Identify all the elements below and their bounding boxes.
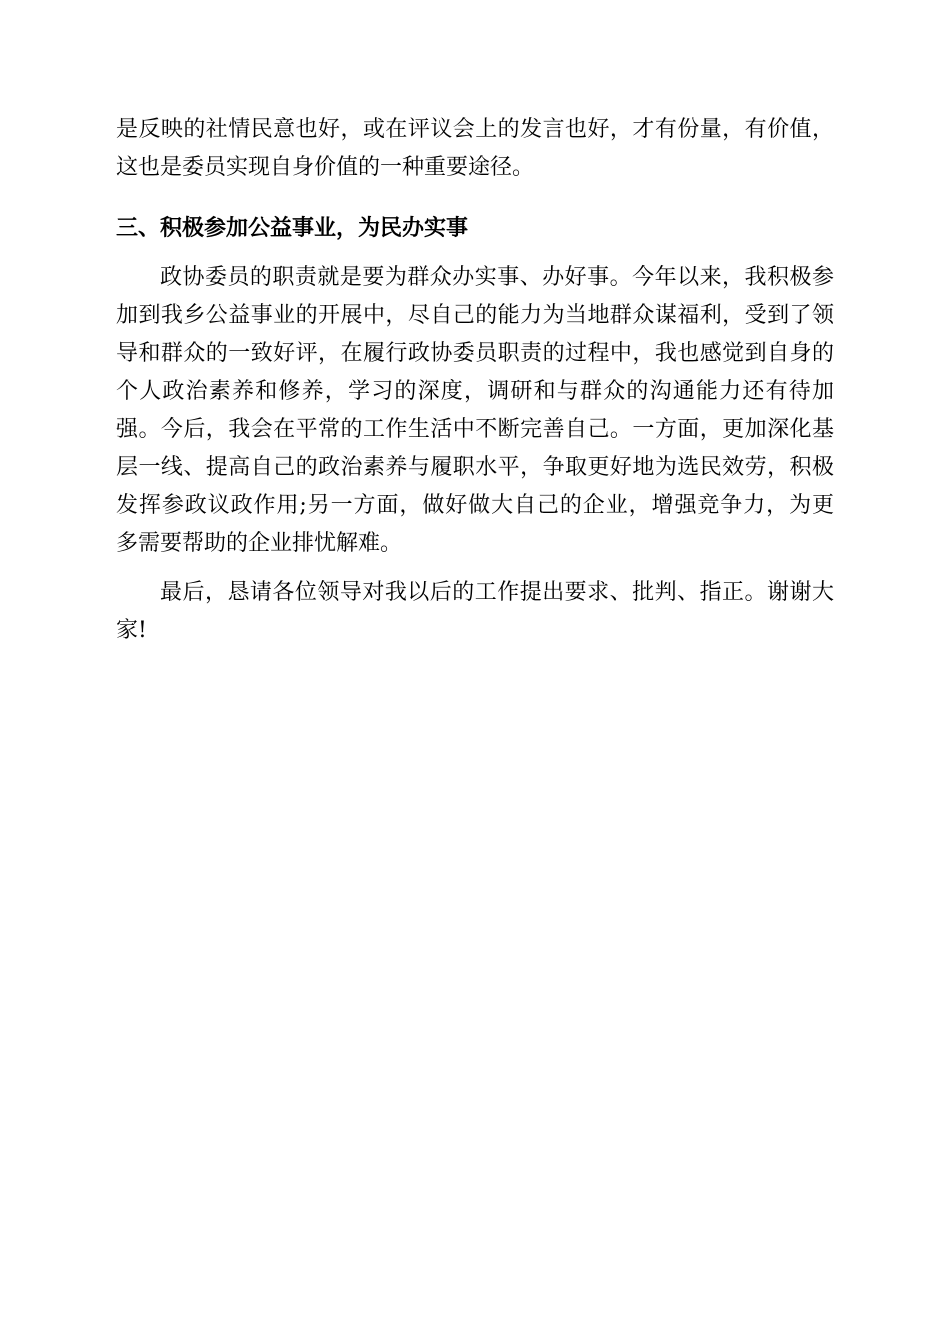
document-body <box>116 111 834 650</box>
paragraph-line: 个人政治素养和修养，学习的深度，调研和与群众的沟通能力还有待加 <box>116 379 834 404</box>
paragraph-line: 加到我乡公益事业的开展中，尽自己的能力为当地群众谋福利，受到了领 <box>116 303 834 328</box>
paragraph-line: 是反映的社情民意也好，或在评议会上的发言也好，才有份量，有价值， <box>116 117 834 142</box>
paragraph-line: 最后，恳请各位领导对我以后的工作提出要求、批判、指正。谢谢大 <box>160 580 834 605</box>
section-paragraph <box>116 259 834 563</box>
section-heading: 三、积极参加公益事业，为民办实事 <box>116 216 469 241</box>
closing-paragraph <box>116 574 834 650</box>
paragraph-line: 家! <box>116 618 147 643</box>
continuation-paragraph <box>116 111 834 187</box>
paragraph-line: 多需要帮助的企业排忧解难。 <box>116 531 403 556</box>
paragraph-line: 强。今后，我会在平常的工作生活中不断完善自己。一方面，更加深化基 <box>116 417 834 442</box>
paragraph-line: 导和群众的一致好评，在履行政协委员职责的过程中，我也感觉到自身的 <box>116 341 834 366</box>
paragraph-line: 层一线、提高自己的政治素养与履职水平，争取更好地为选民效劳，积极 <box>116 455 834 480</box>
paragraph-line: 这也是委员实现自身价值的一种重要途径。 <box>116 155 535 180</box>
paragraph-line: 政协委员的职责就是要为群众办实事、办好事。今年以来，我积极参 <box>160 265 834 290</box>
paragraph-line: 发挥参政议政作用;另一方面，做好做大自己的企业，增强竞争力，为更 <box>116 493 834 518</box>
